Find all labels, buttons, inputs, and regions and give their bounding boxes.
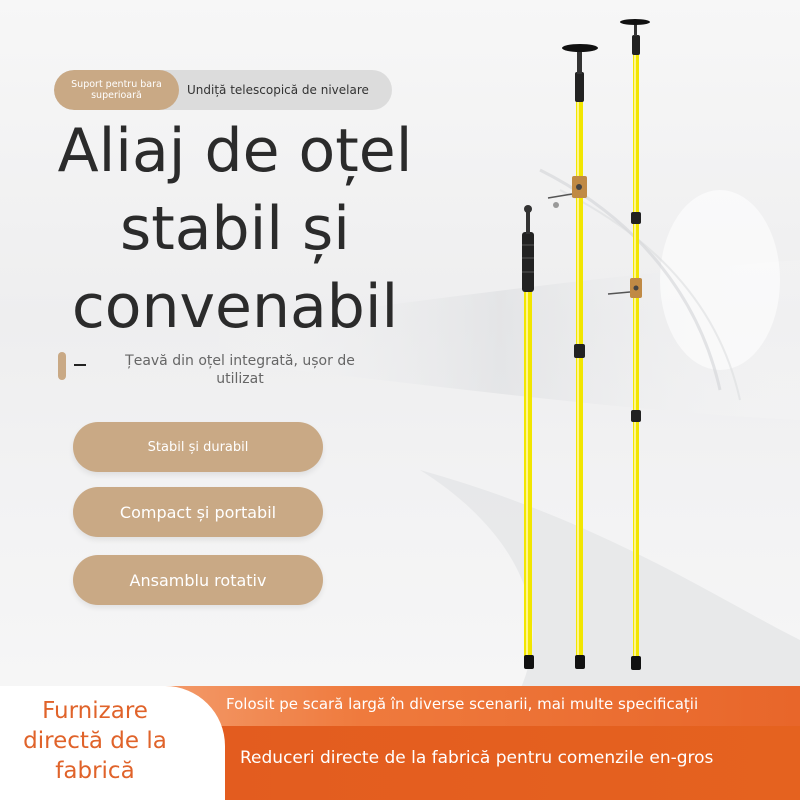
headline-line-3: convenabil: [71, 272, 399, 342]
feature-pill-compact: Compact și portabil: [73, 487, 323, 537]
banner-usage-text: Folosit pe scară largă în diverse scenarii, mai multe specificații: [226, 695, 699, 713]
bottom-banner: [0, 686, 800, 800]
feature-pill-stable: Stabil și durabil: [73, 422, 323, 472]
banner-discount-text: Reduceri directe de la fabrică pentru comenzile en-gros: [240, 748, 714, 768]
pole-short: [522, 205, 534, 669]
telescopic-poles-illustration: [480, 0, 700, 690]
headline: [30, 112, 440, 346]
supplier-label: Furnizare directă de la fabrică: [23, 698, 167, 784]
top-pill-description: Undiță telescopică de nivelare: [187, 83, 369, 97]
headline-line-1: Aliaj de oțel: [57, 116, 413, 186]
subtitle-accent-bar: [58, 352, 66, 380]
top-pill: [54, 70, 392, 110]
subtitle-dash: [74, 364, 86, 366]
pole-tall-middle: [548, 44, 598, 669]
feature-pill-rotating: Ansamblu rotativ: [73, 555, 323, 605]
subtitle: Țeavă din oțel integrată, ușor de utilizat: [125, 353, 355, 387]
pole-tall-right: [608, 19, 650, 670]
headline-line-2: stabil și: [120, 194, 350, 264]
top-pill-tag: Suport pentru bara superioară: [54, 70, 179, 110]
